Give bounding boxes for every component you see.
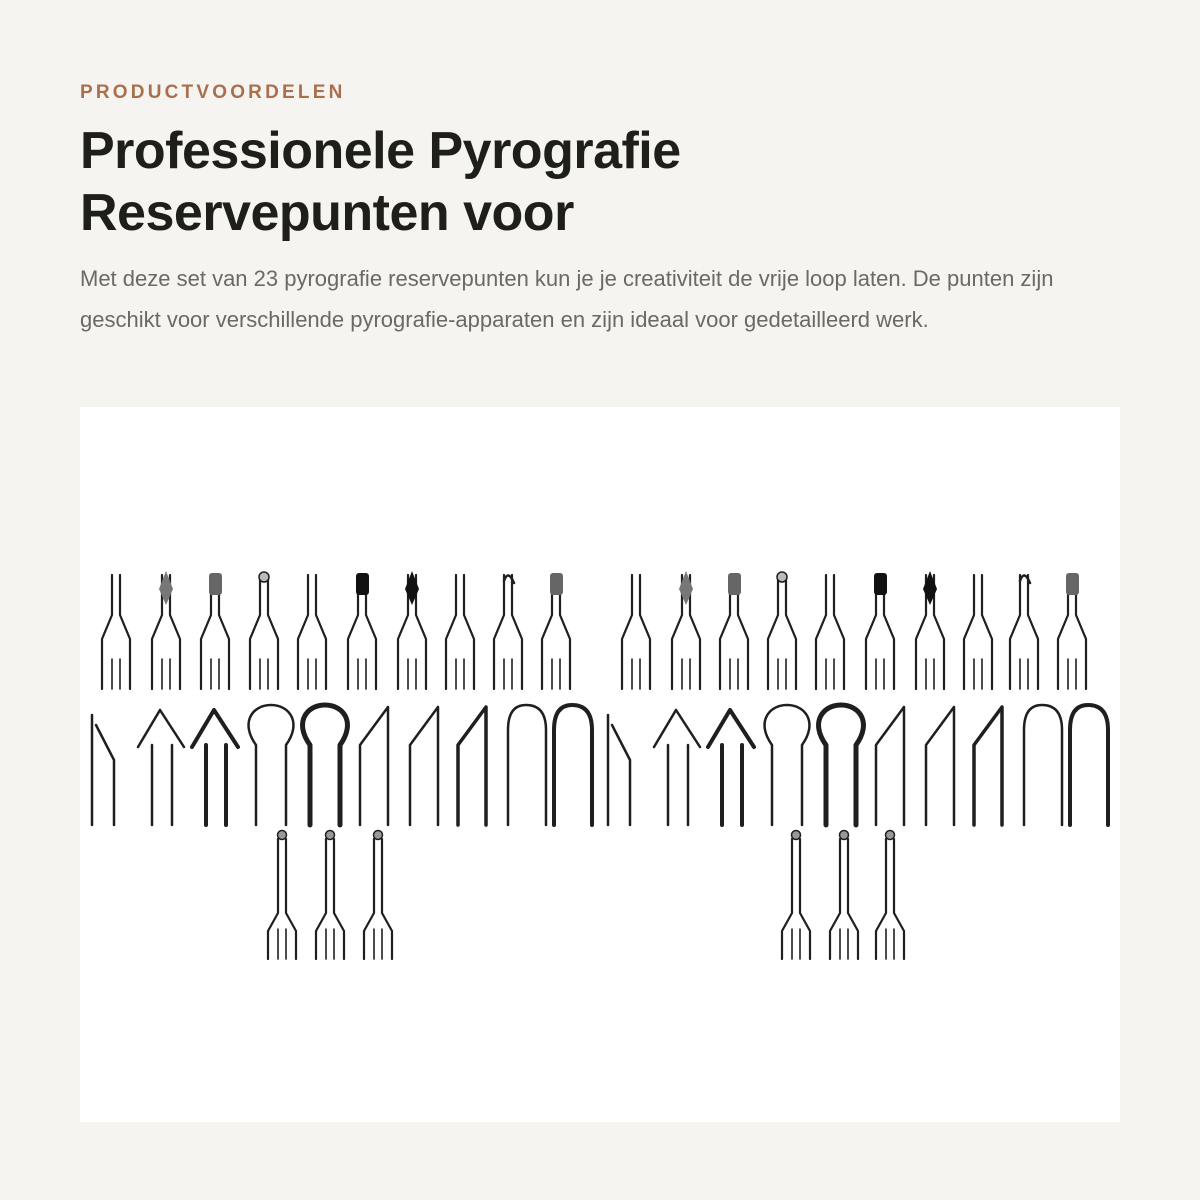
tip-wire [982,575,992,689]
tip-wire [508,705,546,825]
tip-wire [249,705,294,825]
pyrography-tips-illustration [80,407,1120,1122]
tip-wire [138,710,184,825]
section-description: Met deze set van 23 pyrografie reservepunten kun je je creativiteit de vrije loop laten. De punten zijn geschikt voor verschillende pyrografie-apparaten en zijn ideaal voor gedetailleerd werk. [80,266,1054,332]
section-eyebrow: PRODUCTVOORDELEN [80,82,346,103]
tip-wire [120,575,130,689]
tip-wire [816,575,826,689]
tip-head [356,573,369,595]
tip-wire [964,575,974,689]
tip-head [259,572,269,582]
tip-wire [640,575,650,689]
tip-wire [286,839,296,959]
tip-wire [303,705,348,825]
tip-wire [458,707,486,825]
tip-wire [1024,705,1062,825]
tip-wire [708,710,754,825]
title-line-2: Reservepunten voor [80,184,574,242]
tip-wire [364,839,374,959]
tip-wire [102,575,112,689]
tip-wire [765,705,810,825]
tip-head [374,831,383,840]
tip-head [840,831,849,840]
tip-wire [316,575,326,689]
tip-wire [464,575,474,689]
tip-head [326,831,335,840]
tip-wire [192,710,238,825]
tip-wire [819,705,864,825]
tip-wire [876,707,904,825]
tip-wire [654,710,700,825]
tip-wire [494,575,504,689]
tip-wire [410,707,438,825]
tip-wire [894,839,904,959]
tip-wire [834,575,844,689]
tip-wire [622,575,632,689]
tip-wire [250,575,260,689]
tip-wire [512,575,522,689]
tip-wire [298,575,308,689]
tip-wire [830,839,840,959]
tip-wire [1010,575,1020,689]
tip-wire [334,839,344,959]
tip-wire [974,707,1002,825]
tip-wire [876,839,886,959]
tip-wire [382,839,392,959]
tip-wire [360,707,388,825]
tip-wire [446,575,456,689]
tip-wire [92,715,114,825]
tip-head [886,831,895,840]
title-line-1: Professionele Pyrografie [80,122,681,180]
tip-wire [800,839,810,959]
tip-wire [316,839,326,959]
tip-wire [1028,575,1038,689]
tip-head [792,831,801,840]
tip-wire [268,839,278,959]
tip-wire [554,705,592,825]
tip-wire [268,575,278,689]
tip-head [874,573,887,595]
tip-wire [782,839,792,959]
tip-head [209,573,222,595]
tip-wire [786,575,796,689]
section-title [80,120,1120,244]
tip-head [777,572,787,582]
tip-wire [608,715,630,825]
tip-wire [768,575,778,689]
tip-head [1066,573,1079,595]
tip-head [278,831,287,840]
tip-head [550,573,563,595]
tip-wire [926,707,954,825]
tip-wire [1070,705,1108,825]
tip-wire [848,839,858,959]
tip-head [728,573,741,595]
product-image [80,407,1120,1122]
